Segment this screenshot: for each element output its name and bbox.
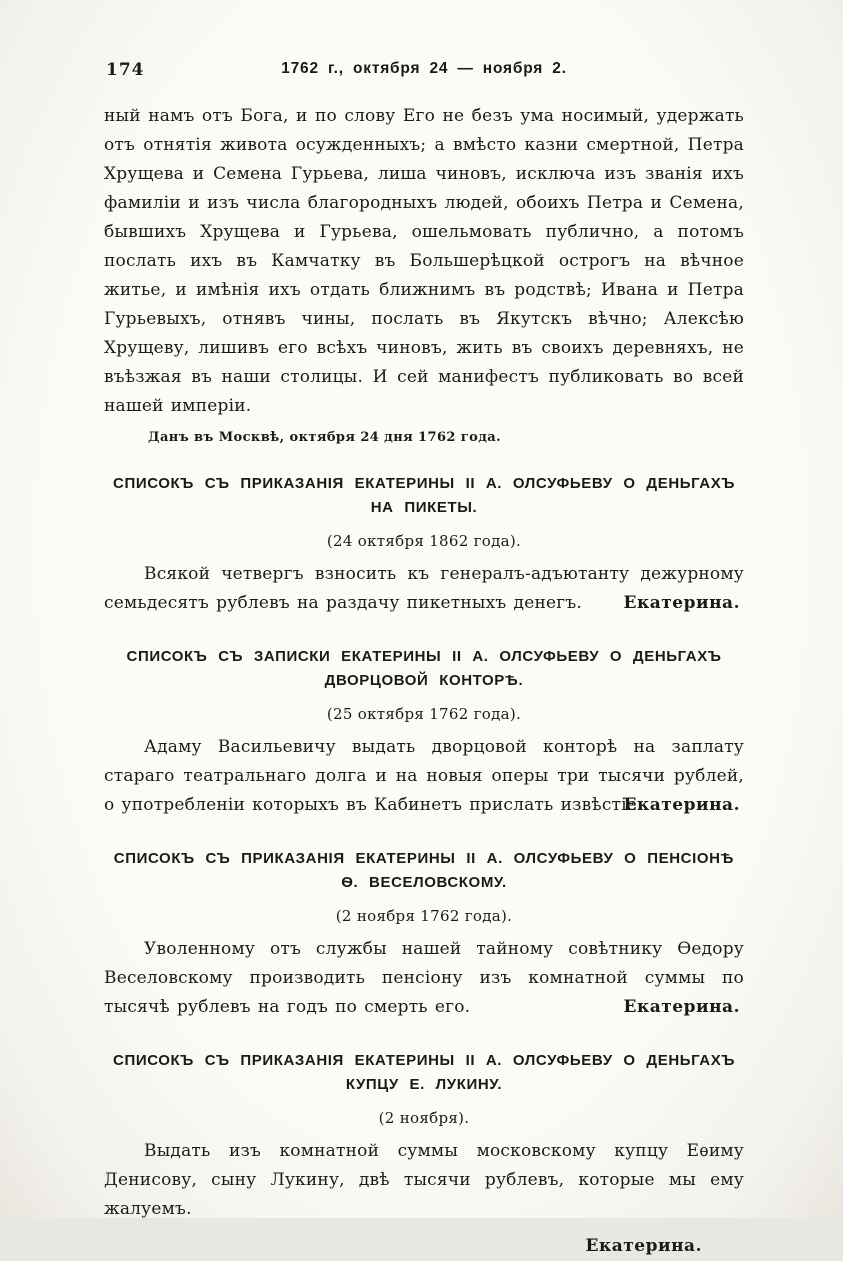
decree-section-merchant-lukin [104,1049,744,1261]
section-date: (24 октября 1862 года). [326,532,522,550]
running-header: 1762 г., октября 24 — ноября 2. [281,60,567,77]
text-column [104,102,744,1261]
section-body: Уволенному отъ службы нашей тайному совѣтнику Ѳедору Веселовскому производить пенсіону изъ комнатной суммы по тысячѣ рублевъ на годъ по смерть его. [104,939,744,1017]
decree-section-pickets [104,472,744,618]
decree-section-pension-veselovsky [104,847,744,1022]
signature: Екатерина. [623,997,740,1017]
manifesto-dateline: Данъ въ Москвѣ, октября 24 дня 1762 года. [148,430,502,445]
manifesto-body: ный намъ отъ Бога, и по слову Его не безъ ума носимый, удержать отъ отнятія живота осужденныхъ; а вмѣсто казни смертной, Петра Хрущева и Семена Гурьева, лиша чиновъ, исключа изъ званія ихъ фамиліи и изъ числа благородныхъ людей, обоихъ Петра и Семена, бывшихъ Хрущева и Гурьева, ошельмовать публично, а потомъ послать ихъ въ Камчатку въ Большерѣцкой острогъ на вѣчное житье, и имѣнія ихъ отдать ближнимъ въ родствѣ; Ивана и Петра Гурьевыхъ, отнявъ чины, послать въ Якутскъ вѣчно; Алексѣю Хрущеву, лишивъ его всѣхъ чиновъ, жить въ своихъ деревняхъ, не въѣзжая въ наши столицы. И сей манифестъ публиковать во всей нашей имперіи. [104,106,744,416]
section-heading: СПИСОКЪ СЪ ПРИКАЗАНІЯ ЕКАТЕРИНЫ II А. ОЛСУФЬЕВУ О ДЕНЬГАХЪ КУПЦУ Е. ЛУКИНУ. [113,1052,735,1093]
section-date: (2 ноября). [378,1109,470,1127]
signature: Екатерина. [585,1236,702,1256]
section-heading: СПИСОКЪ СЪ ПРИКАЗАНІЯ ЕКАТЕРИНЫ II А. ОЛСУФЬЕВУ О ДЕНЬГАХЪ НА ПИКЕТЫ. [113,475,735,516]
page-header [104,60,744,84]
decree-section-palace-office [104,645,744,820]
section-date: (2 ноября 1762 года). [335,907,513,925]
signature: Екатерина. [623,795,740,815]
section-body: Адаму Васильевичу выдать дворцовой конторѣ на заплату стараго театральнаго долга и на новыя оперы три тысячи рублей, о употребленіи которыхъ въ Кабинетъ прислать извѣстіе. [104,737,744,815]
page-number: 174 [106,60,145,80]
section-heading: СПИСОКЪ СЪ ЗАПИСКИ ЕКАТЕРИНЫ II А. ОЛСУФЬЕВУ О ДЕНЬГАХЪ ДВОРЦОВОЙ КОНТОРѢ. [126,648,722,689]
section-body: Выдать изъ комнатной суммы московскому купцу Еѳиму Денисову, сыну Лукину, двѣ тысячи рублевъ, которые мы ему жалуемъ. [104,1141,744,1219]
section-heading: СПИСОКЪ СЪ ПРИКАЗАНІЯ ЕКАТЕРИНЫ II А. ОЛСУФЬЕВУ О ПЕНСІОНѢ Ѳ. ВЕСЕЛОВСКОМУ. [113,850,735,891]
signature: Екатерина. [623,593,740,613]
section-body: Всякой четвергъ взносить къ генералъ-адъютанту дежурному семьдесятъ рублевъ на раздачу пикетныхъ денегъ. [104,564,744,613]
section-date: (25 октября 1762 года). [326,705,522,723]
